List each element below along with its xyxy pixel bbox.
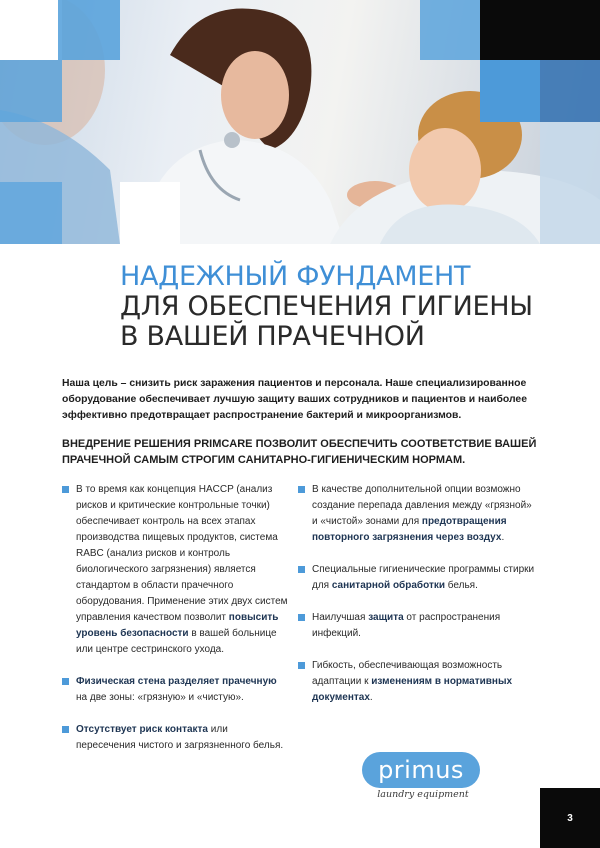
- list-item: [62, 674, 288, 706]
- square-bullet-icon: [62, 486, 69, 493]
- left-column: [62, 482, 288, 770]
- heading-line-1: НАДЕЖНЫЙ ФУНДАМЕНТ: [120, 261, 471, 292]
- item-text: в вашей больнице или центре сестринского ухода.: [76, 628, 277, 655]
- decor-square: [540, 60, 600, 122]
- item-bold: повысить уровень безопасности: [76, 612, 279, 639]
- page-number: 3: [540, 788, 600, 848]
- decor-square: [0, 0, 62, 60]
- item-bold: защита: [368, 612, 404, 623]
- square-bullet-icon: [298, 662, 305, 669]
- item-text: Гибкость, обеспечивающая возможность адаптации к: [312, 660, 503, 687]
- square-bullet-icon: [298, 566, 305, 573]
- item-bold: санитарной обработки: [331, 580, 445, 591]
- list-item: [298, 562, 538, 594]
- decor-square: [540, 122, 600, 244]
- intro-paragraph: Наша цель – снизить риск заражения пациентов и персонала. Наше специализированное оборудование обеспечивает лучшую защиту ваших сотрудников и пациентов и наиболее эффективно предотвращает распространение бактерий и микроорганизмов.: [62, 378, 527, 421]
- item-text: В качестве дополнительной опции возможно создание перепада давления между «грязной» и «чистой» зонами для: [312, 484, 532, 527]
- hero-photo: [0, 0, 600, 244]
- decor-square: [0, 60, 62, 122]
- decor-square: [480, 0, 600, 60]
- item-bold: предотвращения повторного загрязнения через воздух: [312, 516, 507, 543]
- decor-square: [480, 60, 540, 122]
- item-text: Специальные гигиенические программы стирки для: [312, 564, 535, 591]
- decor-square: [120, 182, 180, 244]
- list-item: [298, 658, 538, 706]
- item-text: Наилучшая: [312, 612, 369, 623]
- list-item: [62, 722, 288, 754]
- square-bullet-icon: [62, 678, 69, 685]
- item-bold: Отсутствует риск контакта: [76, 724, 208, 735]
- heading-line-2: ДЛЯ ОБЕСПЕЧЕНИЯ ГИГИЕНЫ: [120, 291, 533, 322]
- item-text: или пересечения чистого и загрязненного белья.: [76, 724, 284, 751]
- item-bold: Физическая стена разделяет прачечную: [76, 676, 277, 687]
- item-text: от распространения инфекций.: [312, 612, 501, 639]
- primus-logo: primus: [362, 752, 480, 788]
- item-text: В то время как концепция HACCP (анализ рисков и критические контрольные точки) обеспечивает контроль на всех этапах производства пищевых продуктов, система RABC (анализ рисков и контроль биологического загрязнения) является стандартом в области прачечного оборудования. Применение этих двух систем управления качеством позволит: [76, 484, 288, 623]
- heading-line-3: В ВАШЕЙ ПРАЧЕЧНОЙ: [120, 321, 425, 352]
- list-item: [298, 482, 538, 546]
- item-bold: изменениям в нормативных документах: [312, 676, 513, 703]
- decor-square: [58, 0, 120, 60]
- decor-square: [420, 0, 480, 60]
- square-bullet-icon: [298, 486, 305, 493]
- item-text: .: [501, 532, 505, 543]
- square-bullet-icon: [62, 726, 69, 733]
- item-text: белья.: [445, 580, 478, 591]
- logo-tagline: laundry equipment: [377, 789, 469, 800]
- right-column: [298, 482, 538, 722]
- item-text: на две зоны: «грязную» и «чистую».: [76, 692, 244, 703]
- item-text: .: [369, 692, 373, 703]
- square-bullet-icon: [298, 614, 305, 621]
- lead-paragraph: ВНЕДРЕНИЕ РЕШЕНИЯ PRIMCARE ПОЗВОЛИТ ОБЕСПЕЧИТЬ СООТВЕТСТВИЕ ВАШЕЙ ПРАЧЕЧНОЙ САМЫМ СТРОГИМ САНИТАРНО-ГИГИЕНИЧЕСКИМ НОРМАМ.: [62, 438, 537, 466]
- page-heading: [120, 262, 560, 352]
- list-item: [62, 482, 288, 658]
- decor-square: [0, 182, 62, 244]
- list-item: [298, 610, 538, 642]
